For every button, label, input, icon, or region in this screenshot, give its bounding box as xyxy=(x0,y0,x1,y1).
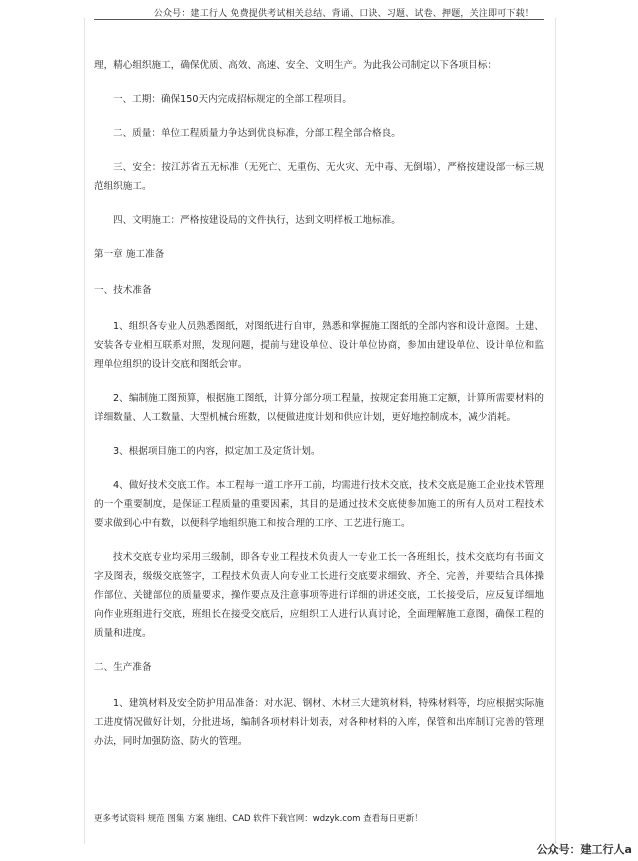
intro-paragraph: 理，精心组织施工，确保优质、高效、高速、安全、文明生产。为此我公司制定以下各项目标： xyxy=(94,60,497,71)
goal-quality: 二、质量：单位工程质量力争达到优良标准，分部工程全部合格良。 xyxy=(113,128,401,139)
watermark-text: 公众号：建工行人a xyxy=(536,843,632,856)
technical-item-2: 2、编制施工图预算，根据施工图纸，计算分部分项工程量，按规定套用施工定额，计算所需要材料的详细数量、人工数量、大型机械台班数，以便做进度计划和供应计划，更好地控制成本，减少消耗。 xyxy=(94,393,544,423)
header-divider xyxy=(94,19,544,20)
document-body xyxy=(94,56,544,766)
goal-schedule: 一、工期：确保150天内完成招标规定的全部工程项目。 xyxy=(113,94,352,105)
technical-item-3: 3、根据项目施工的内容，拟定加工及定货计划。 xyxy=(113,446,321,457)
section-technical-prep-title: 一、技术准备 xyxy=(94,285,152,296)
goal-civilized-construction: 四、文明施工：严格按建设局的文件执行，达到文明样板工地标准。 xyxy=(113,215,401,226)
chapter-title: 第一章 施工准备 xyxy=(94,249,165,260)
technical-item-1: 1、组织各专业人员熟悉图纸，对图纸进行自审，熟悉和掌握施工图纸的全部内容和设计意图。土建、安装各专业相互联系对照，发现问题，提前与建设单位、设计单位协商，参加由建设单位、设计单位和监理单位组织的设计交底和图纸会审。 xyxy=(94,321,544,370)
section-production-prep-title: 二、生产准备 xyxy=(94,662,152,673)
goal-safety: 三、安全：按江苏省五无标准（无死亡、无重伤、无火灾、无中毒、无倒塌），严格按建设部一标三规范组织施工。 xyxy=(94,162,544,192)
header-notice: 公众号：建工行人 免费提供考试相关总结、背诵、口诀、习题、试卷、押题，关注即可下载！ xyxy=(153,9,534,19)
technical-item-4: 4、做好技术交底工作。本工程每一道工序开工前，均需进行技术交底，技术交底是施工企业技术管理的一个重要制度，是保证工程质量的重要因素，其目的是通过技术交底使参加施工的所有人员对工程技术要求做到心中有数，以便科学地组织施工和按合理的工序、工艺进行施工。 xyxy=(94,480,544,529)
footer-text: 更多考试资料 规范 图集 方案 施组、CAD 软件下载官网：wdzyk.com 查看每日更新！ xyxy=(94,814,423,824)
production-item-1: 1、建筑材料及安全防护用品准备：对水泥、钢材、木材三大建筑材料，特殊材料等，均应根据实际施工进度情况做好计划，分批进场，编制各项材料计划表，对各种材料的入库，保管和出库制订完善的管理办法，同时加强防盗、防火的管理。 xyxy=(94,698,544,747)
technical-disclosure-paragraph: 技术交底专业均采用三级制，即各专业工程技术负责人一专业工长一各班组长，技术交底均有书面文字及图表，级级交底签字，工程技术负责人向专业工长进行交底要求细致、齐全、完善，并要结合具体操作部位、关键部位的质量要求，操作要点及注意事项等进行详细的讲述交底，工长接受后，应反复详细地向作业班组进行交底，班组长在接受交底后，应组织工人进行认真讨论，全面理解施工意图，确保工程的质量和进度。 xyxy=(94,552,544,639)
